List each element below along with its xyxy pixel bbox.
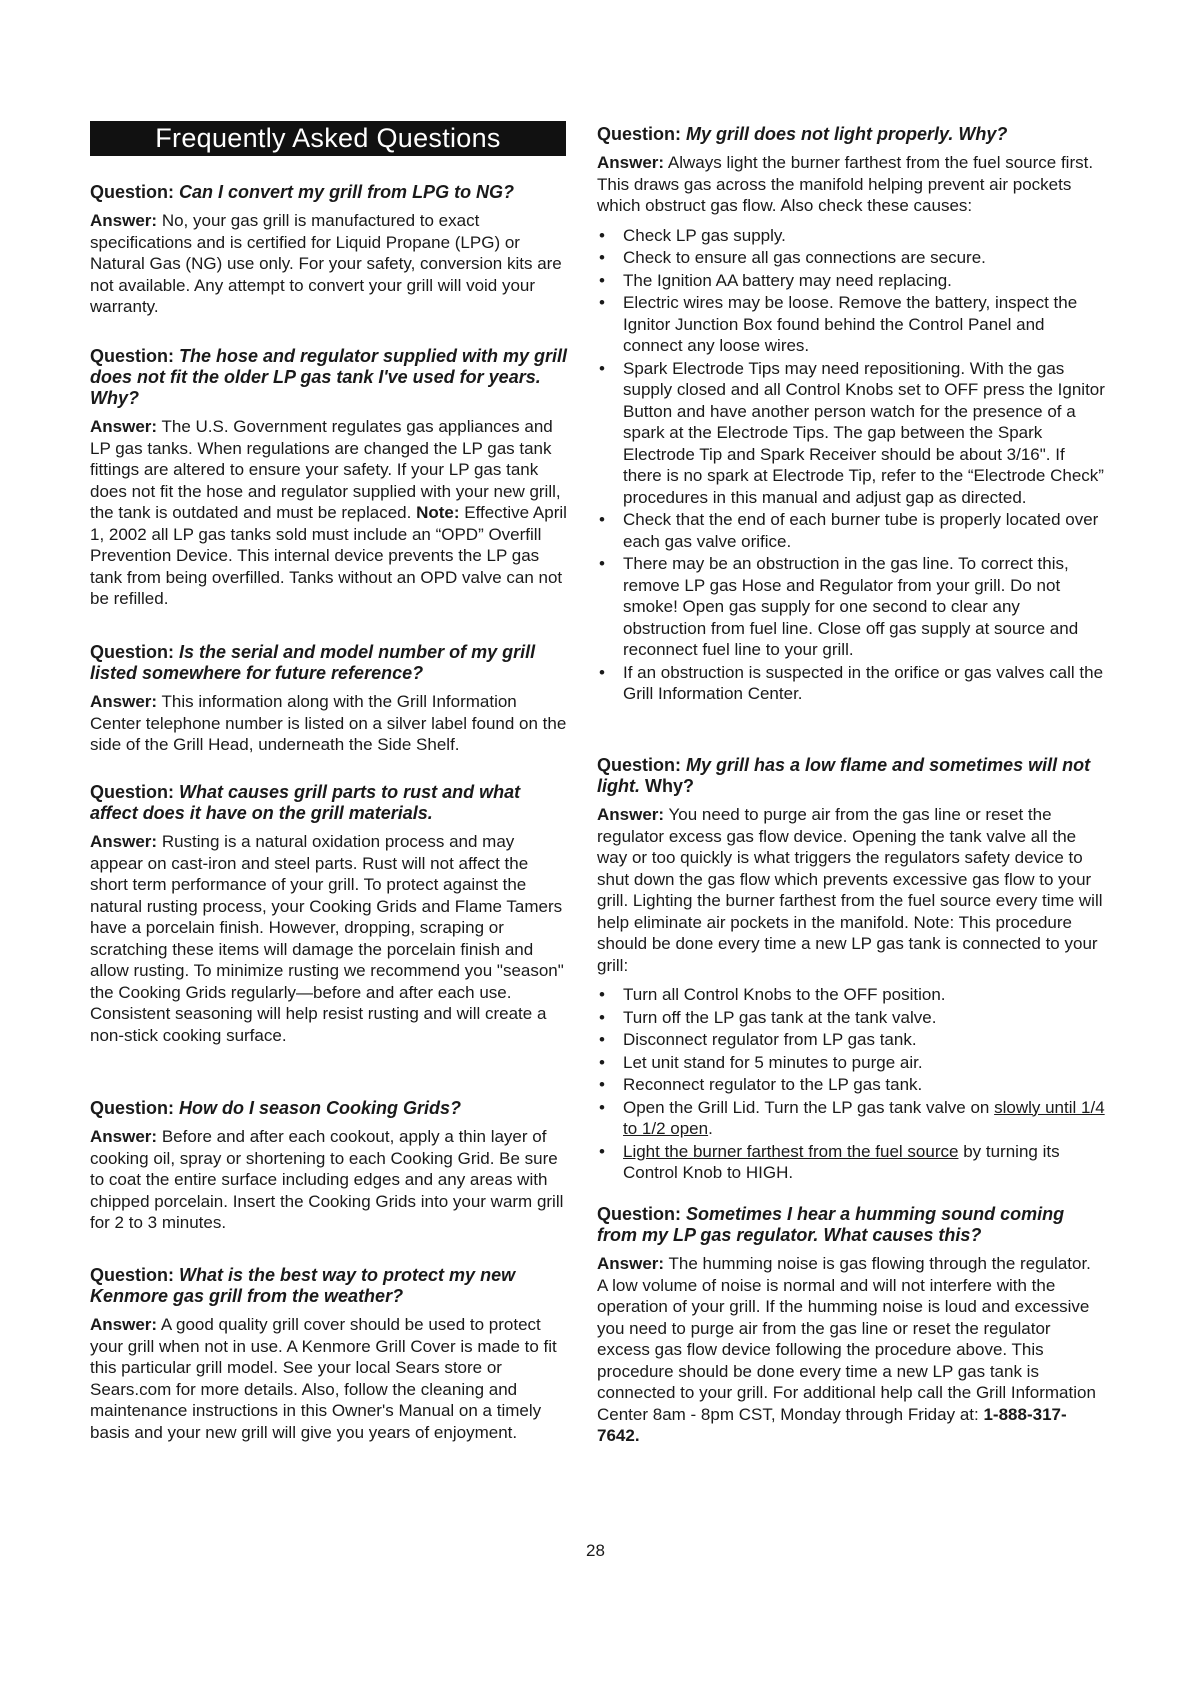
list-item: • Turn off the LP gas tank at the tank valve. bbox=[597, 1007, 1105, 1029]
list-item: • Electric wires may be loose. Remove the battery, inspect the Ignitor Junction Box found behind the Control Panel and connect any loose wires. bbox=[597, 292, 1105, 357]
question: Question: The hose and regulator supplied with my grill does not fit the older LP gas tank I've used for years. Why? bbox=[90, 346, 568, 408]
faq-item bbox=[90, 782, 568, 1046]
answer: Answer: This information along with the Grill Information Center telephone number is listed on a silver label found on the side of the Grill Head, underneath the Side Shelf. bbox=[90, 692, 567, 754]
list-item: • Check LP gas supply. bbox=[597, 225, 1105, 247]
faq-item bbox=[597, 1204, 1105, 1447]
faq-item bbox=[90, 346, 568, 610]
question: Question: My grill does not light properly. Why? bbox=[597, 124, 1008, 144]
phone-number: 1-888-317-7642. bbox=[597, 1404, 1067, 1445]
list-item: • Open the Grill Lid. Turn the LP gas tank valve on slowly until 1/4 to 1/2 open. bbox=[597, 1097, 1105, 1140]
list-item: • Spark Electrode Tips may need repositioning. With the gas supply closed and all Control Knobs set to OFF press the Ignitor Button and have another person watch for the presence of a spark at the Electrode Tips. The gap between the Spark Electrode Tip and Spark Receiver should be about 3/16". If there is no spark at Electrode Tip, refer to the “Electrode Check” procedures in this manual and adjust gap as directed. bbox=[597, 358, 1105, 509]
question: Question: Can I convert my grill from LPG to NG? bbox=[90, 182, 515, 202]
list-item: • Turn all Control Knobs to the OFF position. bbox=[597, 984, 1105, 1006]
question: Question: Sometimes I hear a humming sound coming from my LP gas regulator. What causes this? bbox=[597, 1204, 1065, 1245]
purge-steps-list bbox=[597, 984, 1105, 1184]
answer: Answer: The U.S. Government regulates gas appliances and LP gas tanks. When regulations are changed the LP gas tank fittings are altered to ensure your safety. If your LP gas tank does not fit the hose and regulator supplied with your new grill, the tank is outdated and must be replaced. Note: Effective April 1, 2002 all LP gas tanks sold must include an “OPD” Overfill Prevention Device. This internal device prevents the LP gas tank from being overfilled. Tanks without an OPD valve can not be refilled. bbox=[90, 417, 567, 608]
faq-item bbox=[90, 1098, 568, 1234]
list-item: • There may be an obstruction in the gas line. To correct this, remove LP gas Hose and Regulator from your grill. Do not smoke! Open gas supply for one second to clear any obstruction from fuel line. Close off gas supply at source and reconnect fuel line to your grill. bbox=[597, 553, 1105, 661]
answer: Answer: Always light the burner farthest from the fuel source first. This draws gas across the manifold helping prevent air pockets which obstruct gas flow. Also check these causes: bbox=[597, 153, 1094, 215]
answer: Answer: The humming noise is gas flowing through the regulator. A low volume of noise is normal and will not interfere with the operation of your grill. If the humming noise is loud and excessive you need to purge air from the gas line or reset the regulator excess gas flow device following the procedure above. This procedure should be done every time a new LP gas tank is connected to your grill. For additional help call the Grill Information Center 8am - 8pm CST, Monday through Friday at: 1-888-317-7642. bbox=[597, 1254, 1096, 1445]
page-number: 28 bbox=[586, 1541, 605, 1560]
faq-item bbox=[90, 642, 568, 756]
list-item: • Let unit stand for 5 minutes to purge air. bbox=[597, 1052, 1105, 1074]
list-item: • Check that the end of each burner tube is properly located over each gas valve orifice. bbox=[597, 509, 1105, 552]
list-item: • The Ignition AA battery may need replacing. bbox=[597, 270, 1105, 292]
answer: Answer: A good quality grill cover should be used to protect your grill when not in use. A Kenmore Grill Cover is made to fit this particular grill model. See your local Sears store or Sears.com for more details. Also, follow the cleaning and maintenance instructions in this Owner's Manual on a timely basis and your new grill will give you years of enjoyment. bbox=[90, 1315, 557, 1442]
list-item: • Reconnect regulator to the LP gas tank. bbox=[597, 1074, 1105, 1096]
cause-list bbox=[597, 225, 1105, 705]
faq-item bbox=[90, 182, 568, 318]
question: Question: How do I season Cooking Grids? bbox=[90, 1098, 462, 1118]
answer: Answer: You need to purge air from the gas line or reset the regulator excess gas flow device. Opening the tank valve all the way or too quickly is what triggers the regulators safety device to shut down the gas flow which prevents excessive gas flow to your grill. Lighting the burner farthest from the fuel source every time will help eliminate air pockets in the manifold. Note: This procedure should be done every time a new LP gas tank is connected to your grill: bbox=[597, 805, 1103, 975]
faq-item bbox=[597, 755, 1105, 1185]
question: Question: Is the serial and model number of my grill listed somewhere for future reference? bbox=[90, 642, 536, 683]
faq-banner: Frequently Asked Questions bbox=[90, 121, 566, 156]
answer: Answer: No, your gas grill is manufactured to exact specifications and is certified for Liquid Propane (LPG) or Natural Gas (NG) use only. For your safety, conversion kits are not available. Any attempt to convert your grill will void your warranty. bbox=[90, 211, 562, 316]
question: Question: What is the best way to protect my new Kenmore gas grill from the weather? bbox=[90, 1265, 516, 1306]
list-item: • Light the burner farthest from the fuel source by turning its Control Knob to HIGH. bbox=[597, 1141, 1105, 1184]
question: Question: My grill has a low flame and sometimes will not light. Why? bbox=[597, 755, 1091, 796]
answer: Answer: Before and after each cookout, apply a thin layer of cooking oil, spray or shortening to each Cooking Grid. Be sure to coat the entire surface including edges and any areas with chipped porcelain. Insert the Cooking Grids into your warm grill for 2 to 3 minutes. bbox=[90, 1127, 564, 1232]
faq-item bbox=[597, 124, 1105, 706]
list-item: • Check to ensure all gas connections are secure. bbox=[597, 247, 1105, 269]
list-item: • Disconnect regulator from LP gas tank. bbox=[597, 1029, 1105, 1051]
answer: Answer: Rusting is a natural oxidation process and may appear on cast-iron and steel parts. Rust will not affect the short term performance of your grill. To protect against the natural rusting process, your Cooking Grids and Flame Tamers have a porcelain finish. However, dropping, scraping or scratching these items will damage the porcelain finish and allow rusting. To minimize rusting we recommend you "season" the Cooking Grids regularly—before and after each use. Consistent seasoning will help resist rusting and will create a non-stick cooking surface. bbox=[90, 832, 564, 1045]
question: Question: What causes grill parts to rust and what affect does it have on the grill materials. bbox=[90, 782, 521, 823]
list-item: • If an obstruction is suspected in the orifice or gas valves call the Grill Information Center. bbox=[597, 662, 1105, 705]
faq-item bbox=[90, 1265, 568, 1443]
